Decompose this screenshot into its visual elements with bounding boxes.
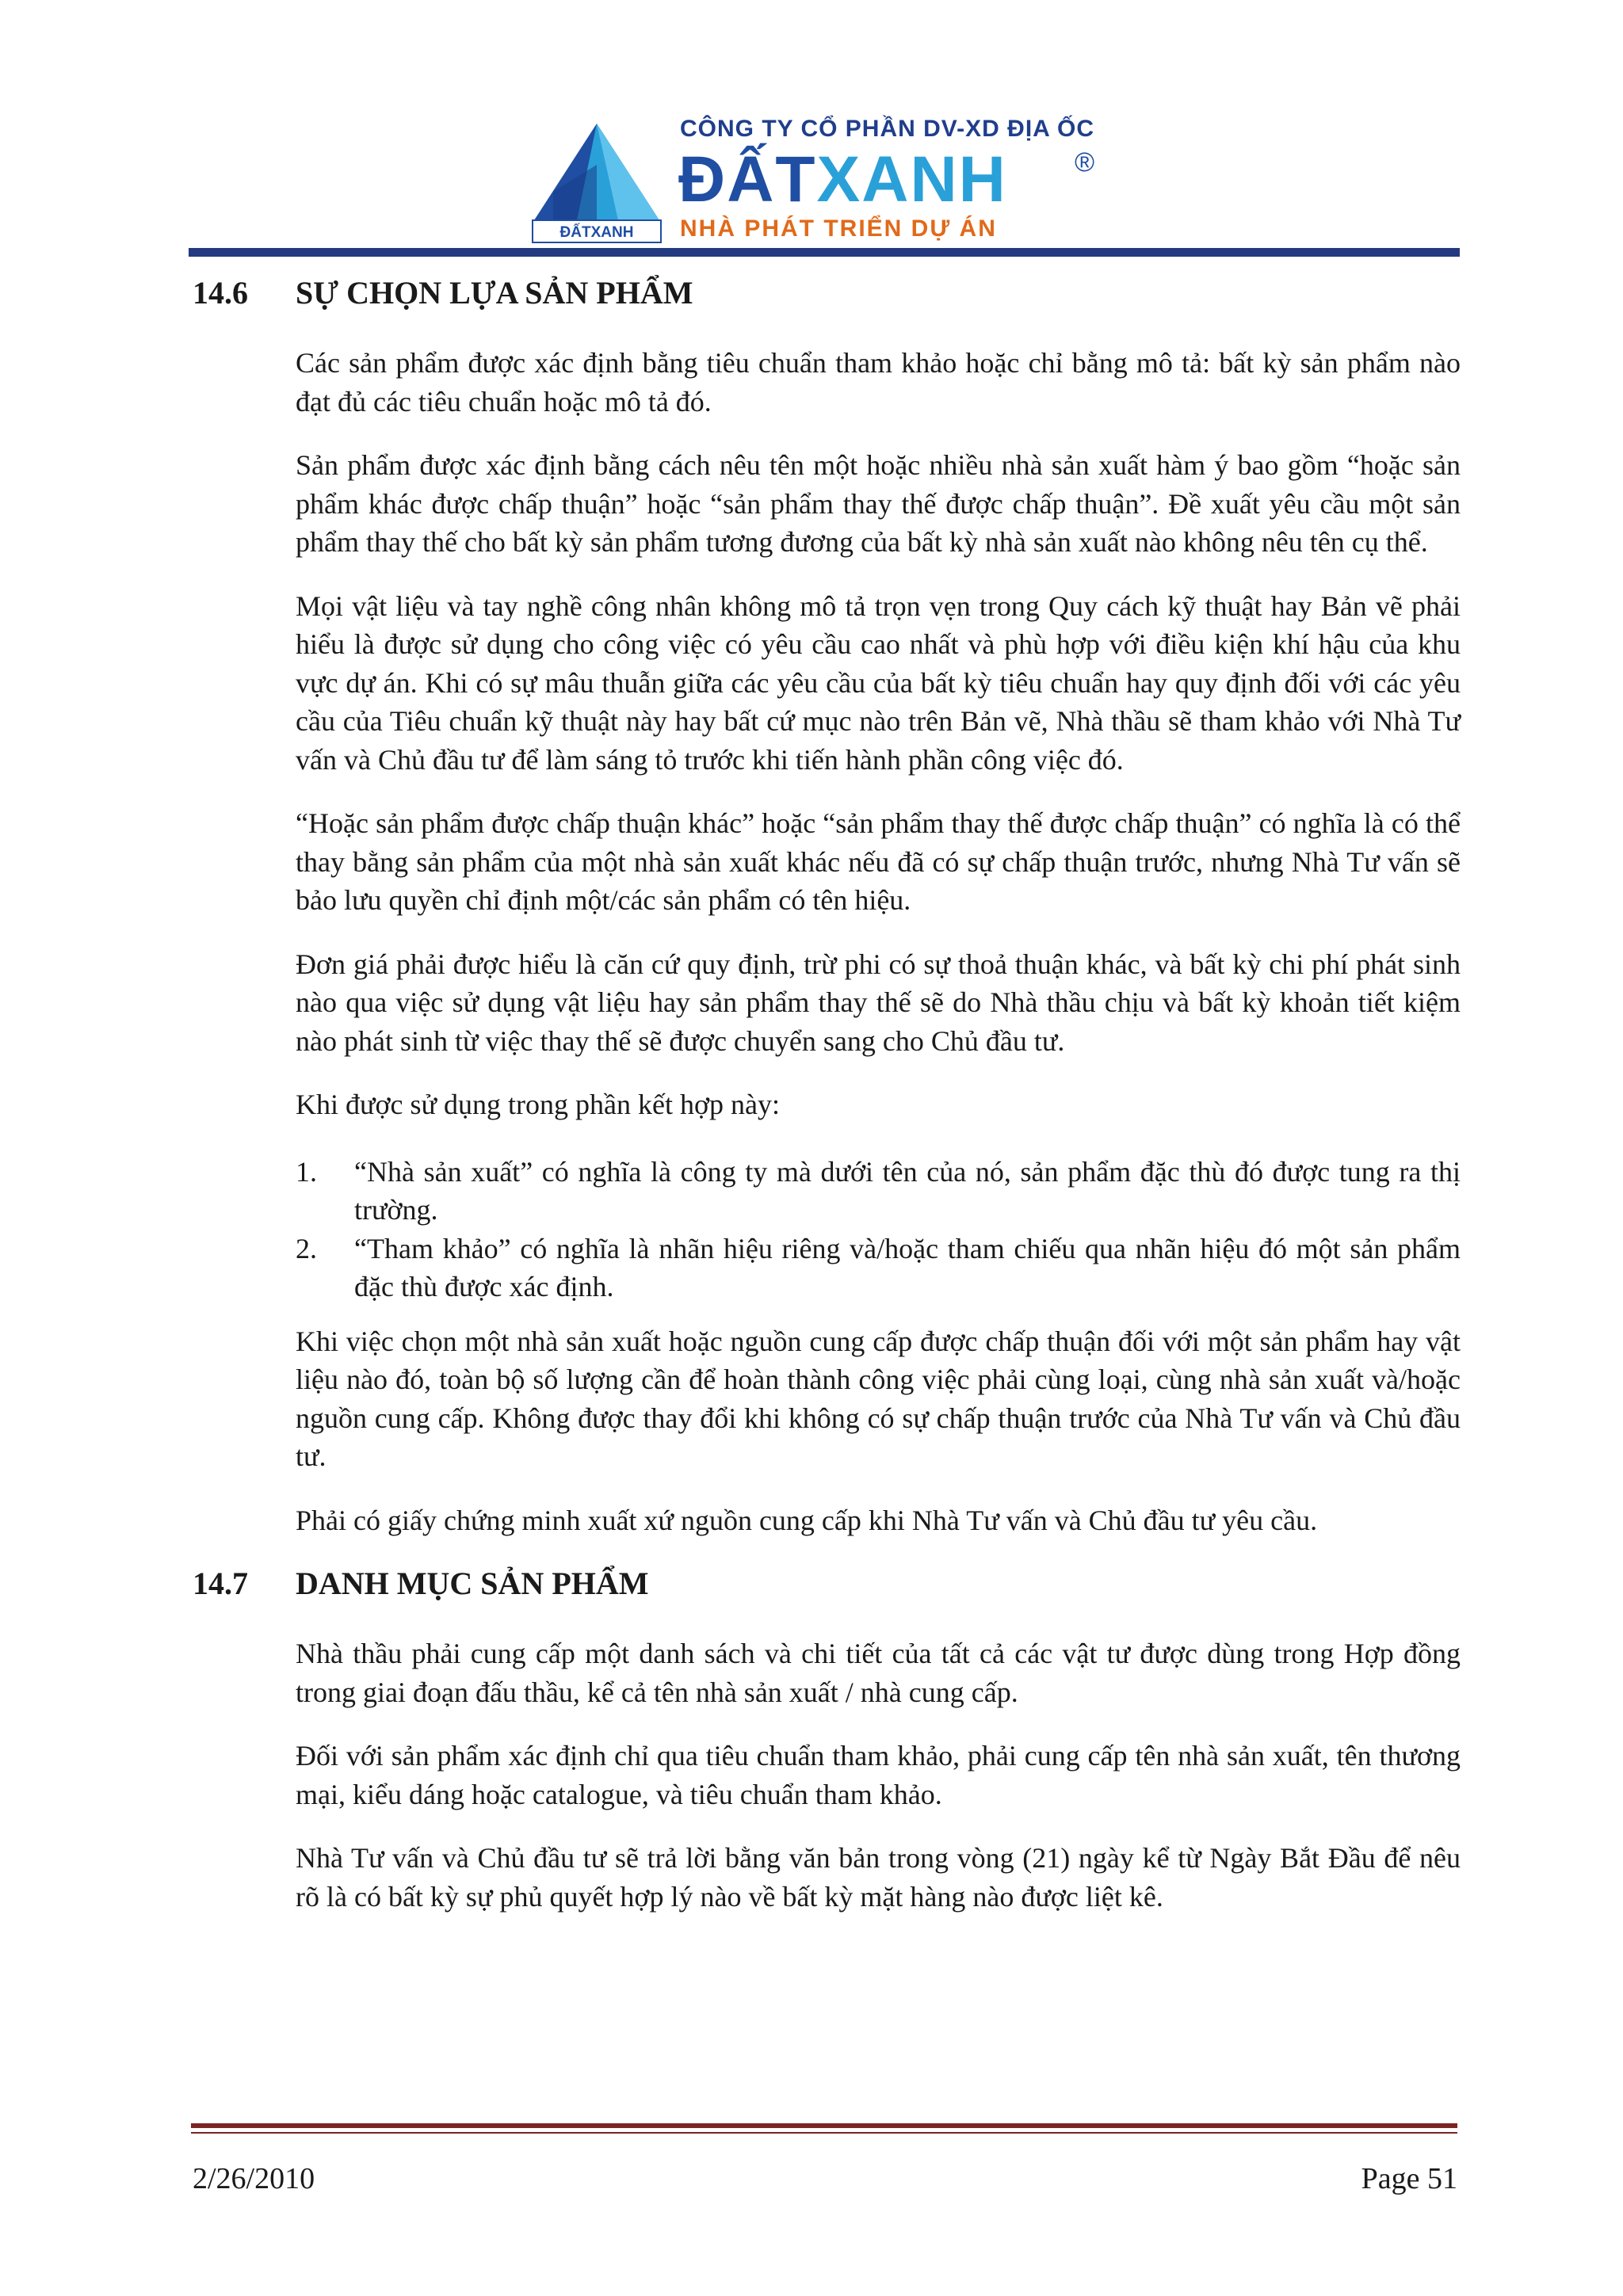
list-item-text: “Nhà sản xuất” có nghĩa là công ty mà dưới tên của nó, sản phẩm đặc thù đó được tung ra thị trường. [354,1155,1461,1226]
section-title: DANH MỤC SẢN PHẨM [296,1566,649,1601]
paragraph: Đối với sản phẩm xác định chỉ qua tiêu chuẩn tham khảo, phải cung cấp tên nhà sản xuất, tên thương mại, kiểu dáng hoặc catalogue, và tiêu chuẩn tham khảo. [296,1740,1461,1810]
list-item-text: “Tham khảo” có nghĩa là nhãn hiệu riêng và/hoặc tham chiếu qua nhãn hiệu đó một sản phẩm đặc thù được xác định. [354,1232,1461,1302]
footer-date: 2/26/2010 [193,2162,315,2195]
brand-name [678,143,1007,215]
paragraph: Nhà thầu phải cung cấp một danh sách và chi tiết của tất cả các vật tư được dùng trong Hợp đồng trong giai đoạn đấu thầu, kể cả tên nhà sản xuất / nhà cung cấp. [296,1638,1461,1708]
section-number: 14.7 [193,1566,248,1601]
paragraph: “Hoặc sản phẩm được chấp thuận khác” hoặc “sản phẩm thay thế được chấp thuận” có nghĩa là có thể thay bằng sản phẩm của một nhà sản xuất khác nếu đã có sự chấp thuận trước, nhưng Nhà Tư vấn sẽ bảo lưu quyền chỉ định một/các sản phẩm có tên hiệu. [296,807,1461,916]
list-marker: 2. [296,1232,317,1264]
paragraph: Mọi vật liệu và tay nghề công nhân không mô tả trọn vẹn trong Quy cách kỹ thuật hay Bản vẽ phải hiểu là được sử dụng cho công việc có yêu cầu cao nhất và phù hợp với điều kiện khí hậu của khu vực dự án. Khi có sự mâu thuẫn giữa các yêu cầu của bất kỳ tiêu chuẩn hay quy định đối với các yêu cầu của Tiêu chuẩn kỹ thuật này hay bất cứ mục nào trên Bản vẽ, Nhà thầu sẽ tham khảo với Nhà Tư vấn và Chủ đầu tư để làm sáng tỏ trước khi tiến hành phần công việc đó. [296,589,1461,776]
section-heading-14-6 [193,274,1461,312]
paragraph: Sản phẩm được xác định bằng cách nêu tên một hoặc nhiều nhà sản xuất hàm ý bao gồm “hoặc sản phẩm khác được chấp thuận” hoặc “sản phẩm thay thế được chấp thuận”. Đề xuất yêu cầu một sản phẩm thay thế cho bất kỳ sản phẩm tương đương của bất kỳ nhà sản xuất nào không nêu tên cụ thể. [296,449,1461,558]
paragraph: Đơn giá phải được hiểu là căn cứ quy định, trừ phi có sự thoả thuận khác, và bất kỳ chi phí phát sinh nào qua việc sử dụng vật liệu hay sản phẩm thay thế sẽ do Nhà thầu chịu và bất kỳ khoản tiết kiệm nào phát sinh từ việc thay thế sẽ được chuyển sang cho Chủ đầu tư. [296,948,1461,1057]
company-name: CÔNG TY CỔ PHẦN DV-XD ĐỊA ỐC [680,116,1095,142]
paragraph: Khi việc chọn một nhà sản xuất hoặc nguồn cung cấp được chấp thuận đối với một sản phẩm hay vật liệu nào đó, toàn bộ số lượng cần để hoàn thành công việc phải cùng loại, cùng nhà sản xuất và/hoặc nguồn cung cấp. Không được thay đổi khi không có sự chấp thuận trước của Nhà Tư vấn và Chủ đầu tư. [296,1325,1461,1472]
list-item [296,1230,1461,1306]
paragraph: Khi được sử dụng trong phần kết hợp này: [296,1089,781,1120]
company-tagline: NHÀ PHÁT TRIỂN DỰ ÁN [680,215,997,242]
registered-mark: ® [1075,147,1095,177]
footer-divider-thin [191,2132,1457,2134]
section-heading-14-7 [193,1565,1461,1603]
paragraph: Nhà Tư vấn và Chủ đầu tư sẽ trả lời bằng văn bản trong vòng (21) ngày kể từ Ngày Bắt Đầu để nêu rõ là có bất kỳ sự phủ quyết hợp lý nào về bất kỳ mặt hàng nào được liệt kê. [296,1842,1461,1913]
list-marker: 1. [296,1155,317,1188]
definitions-list [296,1153,1461,1306]
page-header [0,0,1623,261]
header-divider [189,248,1460,257]
paragraph: Phải có giấy chứng minh xuất xứ nguồn cung cấp khi Nhà Tư vấn và Chủ đầu tư yêu cầu. [296,1504,1318,1536]
footer-divider [191,2123,1457,2128]
logo-text: ĐẤTXANH [559,224,634,241]
section-title: SỰ CHỌN LỰA SẢN PHẨM [296,275,693,311]
brand-part-1: ĐẤT [678,143,817,215]
page-number: Page 51 [1361,2162,1457,2195]
list-item [296,1153,1461,1230]
document-body [193,274,1461,1916]
paragraph: Các sản phẩm được xác định bằng tiêu chuẩn tham khảo hoặc chỉ bằng mô tả: bất kỳ sản phẩm nào đạt đủ các tiêu chuẩn hoặc mô tả đó. [296,347,1461,418]
section-number: 14.6 [193,275,248,311]
datxanh-logo-icon [529,119,664,246]
brand-part-2: XANH [816,143,1007,215]
